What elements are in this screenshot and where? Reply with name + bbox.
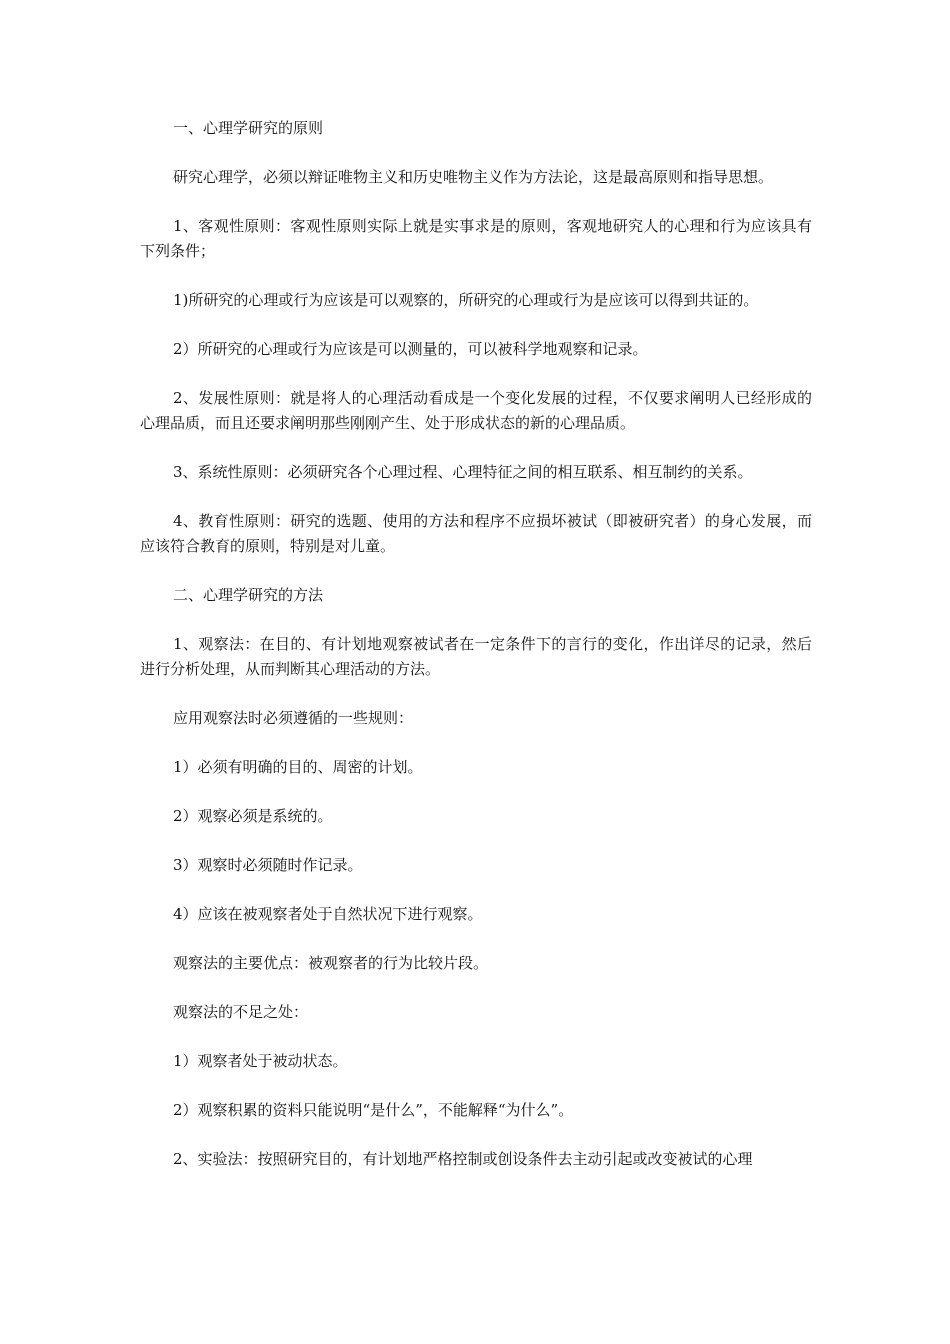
paragraph-education-principle: 4、教育性原则：研究的选题、使用的方法和程序不应损坏被试（即被研究者）的身心发展，而应该符合教育的原则，特别是对儿童。 xyxy=(140,512,812,555)
section-heading-methods: 二、心理学研究的方法 xyxy=(173,586,324,604)
list-item-rule-2: 2）观察必须是系统的。 xyxy=(173,807,333,825)
list-item-observable: 1)所研究的心理或行为应该是可以观察的，所研究的心理或行为是应该可以得到共证的。 xyxy=(173,291,759,309)
list-item-rule-3: 3）观察时必须随时作记录。 xyxy=(173,856,363,874)
paragraph-observation-method: 1、观察法：在目的、有计划地观察被试者在一定条件下的言行的变化，作出详尽的记录，然后进行分析处理，从而判断其心理活动的方法。 xyxy=(140,635,812,678)
document-body xyxy=(140,116,812,1196)
list-item-shortcoming-1: 1）观察者处于被动状态。 xyxy=(173,1052,348,1070)
paragraph-methodology: 研究心理学，必须以辩证唯物主义和历史唯物主义作为方法论，这是最高原则和指导思想。 xyxy=(173,168,774,186)
paragraph-observation-shortcomings: 观察法的不足之处： xyxy=(173,1003,309,1021)
paragraph-observation-advantages: 观察法的主要优点：被观察者的行为比较片段。 xyxy=(173,954,489,972)
section-heading-principles: 一、心理学研究的原则 xyxy=(173,119,324,137)
list-item-rule-1: 1）必须有明确的目的、周密的计划。 xyxy=(173,758,423,776)
paragraph-system-principle: 3、系统性原则：必须研究各个心理过程、心理特征之间的相互联系、相互制约的关系。 xyxy=(173,463,753,481)
paragraph-observation-rules: 应用观察法时必须遵循的一些规则： xyxy=(173,709,414,727)
list-item-rule-4: 4）应该在被观察者处于自然状况下进行观察。 xyxy=(173,905,483,923)
paragraph-development-principle: 2、发展性原则：就是将人的心理活动看成是一个变化发展的过程，不仅要求阐明人已经形成的心理品质，而且还要求阐明那些刚刚产生、处于形成状态的新的心理品质。 xyxy=(140,389,812,432)
paragraph-objectivity-principle: 1、客观性原则：客观性原则实际上就是实事求是的原则，客观地研究人的心理和行为应该具有下列条件； xyxy=(140,217,812,260)
list-item-shortcoming-2: 2）观察积累的资料只能说明“是什么”，不能解释“为什么”。 xyxy=(173,1101,574,1119)
list-item-measurable: 2）所研究的心理或行为应该是可以测量的，可以被科学地观察和记录。 xyxy=(173,340,648,358)
paragraph-experiment-method: 2、实验法：按照研究目的，有计划地严格控制或创设条件去主动引起或改变被试的心理 xyxy=(173,1150,753,1168)
